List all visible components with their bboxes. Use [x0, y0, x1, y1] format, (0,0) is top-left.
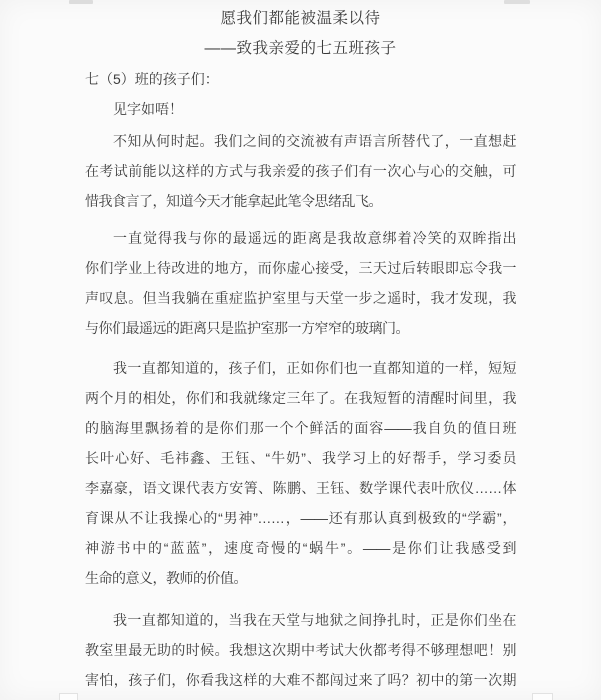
letter-content: [85, 4, 516, 695]
paragraph-line: 我一直都知道的，当我在天堂与地狱之间挣扎时，正是你们坐在: [113, 612, 516, 628]
paragraph-line: 你们学业上待改进的地方，而你虚心接受，三天过后转眼即忘令我一: [85, 260, 516, 276]
paragraph: [85, 223, 516, 343]
letter-body: [85, 126, 516, 695]
paragraph-line: 与你们最遥远的距离只是监护室那一方窄窄的玻璃门。: [85, 320, 409, 336]
letter-subtitle: ——致我亲爱的七五班孩子: [204, 40, 397, 57]
paragraph-line: 一直觉得我与你的最遥远的距离是我故意绑着冷笑的双眸指出: [113, 230, 516, 246]
paragraph: [85, 605, 516, 695]
paragraph-line: 李嘉豪，语文课代表方安箐、陈鹏、王钰、数学课代表叶欣仪……体: [85, 480, 516, 496]
photo-artifact-bottom-right: [532, 693, 553, 700]
paragraph-line: 神游书中的“蓝蓝”，速度奇慢的“蜗牛”。——是你们让我感受到: [85, 540, 516, 556]
letter-greeting: 见字如唔！: [113, 101, 183, 117]
paragraph-line: 长叶心好、毛祎鑫、王钰、“牛奶”、我学习上的好帮手，学习委员: [85, 450, 516, 466]
photo-artifact-bottom-left: [59, 693, 78, 700]
paragraph-line: 惜我食言了，知道今天才能拿起此笔令思绪乱飞。: [85, 193, 382, 209]
paragraph-line: 教室里最无助的时候。我想这次期中考试大伙都考得不够理想吧！别: [85, 642, 516, 658]
paragraph-line: 育课从不让我操心的“男神”……，——还有那认真到极致的“学霸”，: [85, 510, 516, 526]
paragraph: [85, 353, 516, 593]
letter-salutation: 七（5）班的孩子们：: [85, 71, 219, 87]
paragraph-line: 的脑海里飘扬着的是你们那一个个鲜活的面容——我自负的值日班: [85, 420, 516, 436]
paragraph-line: 在考试前能以这样的方式与我亲爱的孩子们有一次心与心的交触，可: [85, 163, 516, 179]
paragraph: [85, 126, 516, 216]
paragraph-line: 生命的意义，教师的价值。: [85, 570, 247, 586]
paragraph-line: 害怕，孩子们，你看我这样的大难不都闯过来了吗？初中的第一次期: [85, 672, 516, 688]
paragraph-line: 声叹息。但当我躺在重症监护室里与天堂一步之遥时，我才发现，我: [85, 290, 516, 306]
paragraph-line: 我一直都知道的，孩子们，正如你们也一直都知道的一样，短短: [113, 360, 516, 376]
letter-title: 愿我们都能被温柔以待: [220, 10, 381, 27]
paragraph-line: 两个月的相处，你们和我就缘定三年了。在我短暂的清醒时间里，我: [85, 390, 516, 406]
paragraph-line: 不知从何时起。我们之间的交流被有声语言所替代了，一直想赶: [113, 133, 516, 149]
